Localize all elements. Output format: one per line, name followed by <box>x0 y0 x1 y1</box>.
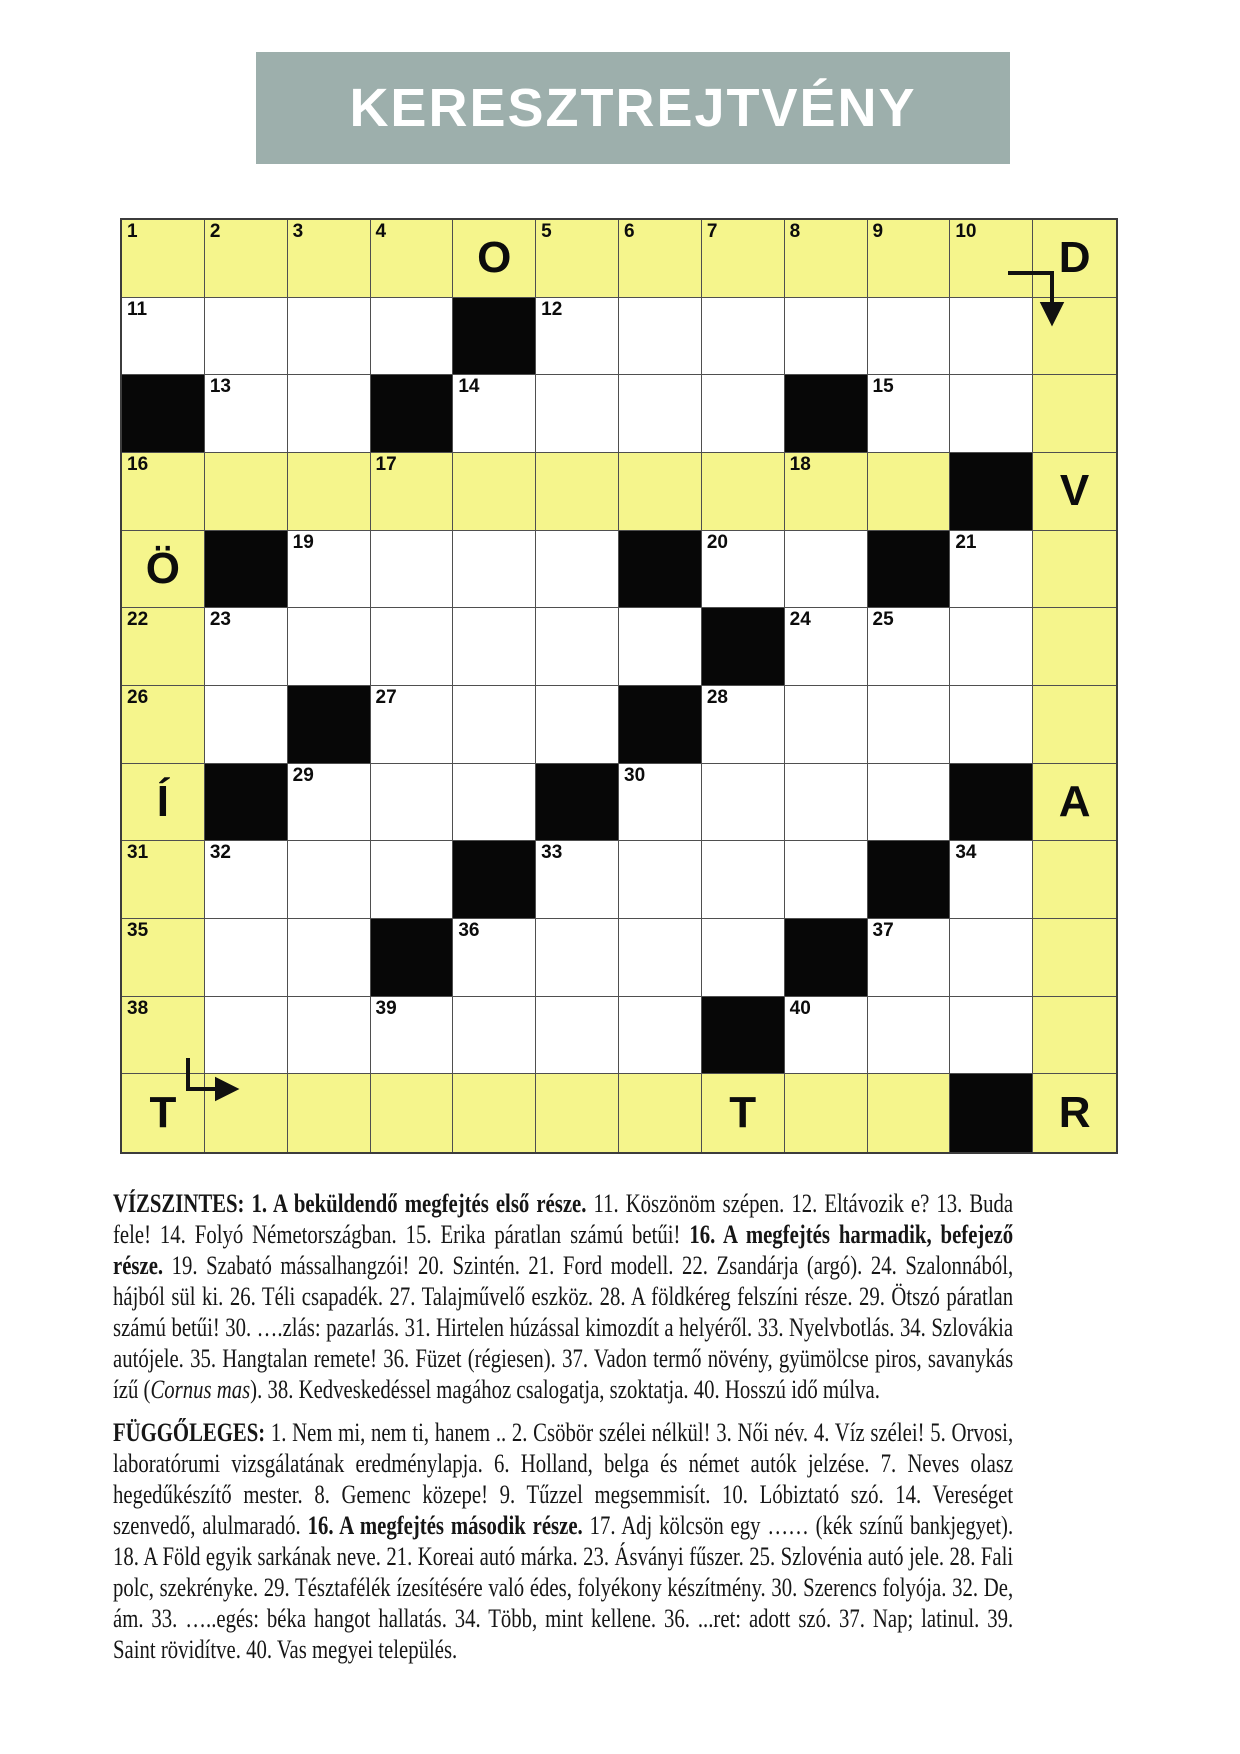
grid-cell-r7c12[interactable] <box>1033 686 1116 764</box>
grid-cell-r7c1[interactable] <box>122 686 205 764</box>
grid-cell-r10c7[interactable] <box>619 919 702 997</box>
clue-number: 11 <box>127 298 148 320</box>
grid-cell-r11c2[interactable] <box>205 997 288 1075</box>
grid-cell-r12c8[interactable] <box>702 1074 785 1152</box>
clue-number: 20 <box>706 531 728 553</box>
grid-cell-r11c1[interactable] <box>122 997 205 1075</box>
grid-cell-r4c4[interactable] <box>371 453 454 531</box>
grid-cell-r11c6[interactable] <box>536 997 619 1075</box>
clue-number: 35 <box>127 919 149 941</box>
clue-number: 3 <box>292 221 304 242</box>
clue-number: 18 <box>789 453 811 475</box>
grid-cell-r10c5[interactable] <box>453 919 536 997</box>
grid-cell-r5c8[interactable] <box>702 531 785 609</box>
clue-text-italic: Cornus mas <box>150 1375 251 1404</box>
grid-cell-r2c12[interactable] <box>1033 298 1116 376</box>
grid-cell-r5c2 <box>205 531 288 609</box>
grid-cell-r10c12[interactable] <box>1033 919 1116 997</box>
grid-cell-r5c12[interactable] <box>1033 531 1116 609</box>
puzzle-title-banner <box>256 52 1010 164</box>
grid-cell-r7c10[interactable] <box>868 686 951 764</box>
grid-cell-r12c1[interactable] <box>122 1074 205 1152</box>
grid-cell-r8c12[interactable] <box>1033 764 1116 842</box>
grid-cell-r10c4 <box>371 919 454 997</box>
grid-cell-r12c9[interactable] <box>785 1074 868 1152</box>
grid-cell-r10c8[interactable] <box>702 919 785 997</box>
puzzle-title: KERESZTREJTVÉNY <box>349 78 917 138</box>
grid-cell-r3c5[interactable] <box>453 375 536 453</box>
clue-number: 33 <box>541 842 563 864</box>
grid-cell-r7c4[interactable] <box>371 686 454 764</box>
grid-cell-r4c1[interactable] <box>122 453 205 531</box>
clue-number: 32 <box>209 842 231 864</box>
clue-text: ). 38. Kedveskedéssel magához csalogatja, szoktatja. 40. Hosszú idő múlva. <box>250 1375 880 1404</box>
grid-cell-r3c4 <box>371 375 454 453</box>
clue-number: 39 <box>375 997 397 1019</box>
grid-cell-r1c10[interactable] <box>868 220 951 298</box>
grid-cell-r7c6[interactable] <box>536 686 619 764</box>
grid-cell-r11c3[interactable] <box>288 997 371 1075</box>
prefilled-letter: O <box>477 233 512 283</box>
clue-number: 27 <box>375 686 397 708</box>
grid-cell-r12c7[interactable] <box>619 1074 702 1152</box>
clue-number: 7 <box>706 221 718 242</box>
clue-number: 28 <box>706 686 728 708</box>
grid-cell-r6c11[interactable] <box>950 608 1033 686</box>
grid-cell-r5c4[interactable] <box>371 531 454 609</box>
grid-cell-r3c12[interactable] <box>1033 375 1116 453</box>
grid-cell-r8c5[interactable] <box>453 764 536 842</box>
grid-cell-r11c12[interactable] <box>1033 997 1116 1075</box>
grid-cell-r9c12[interactable] <box>1033 841 1116 919</box>
grid-cell-r2c9[interactable] <box>785 298 868 376</box>
grid-cell-r11c4[interactable] <box>371 997 454 1075</box>
grid-cell-r3c8[interactable] <box>702 375 785 453</box>
grid-cell-r4c12[interactable] <box>1033 453 1116 531</box>
clue-text: 17. Adj kölcsön egy …… (kék színű bankjegyet). 18. A Föld egyik sarkának neve. 21. Koreai autó márka. 23. Ásványi fűszer. 25. Szlovénia autó jele. 28. Fali polc, szekrényke. 29. Tésztafélék ízesítésére való édes, folyékony készítmény. 30. Szerencs folyója. 32. De, ám. 33. …..egés: béka hangot hallatás. 34. Több, mint kellene. 36. ...ret: adott szó. 37. Nap; latinul. 39. Saint rövidítve. 40. Vas megyei település. <box>113 1511 1014 1664</box>
grid-cell-r8c8[interactable] <box>702 764 785 842</box>
grid-cell-r12c6[interactable] <box>536 1074 619 1152</box>
grid-cell-r9c1[interactable] <box>122 841 205 919</box>
grid-cell-r10c9 <box>785 919 868 997</box>
grid-cell-r7c11[interactable] <box>950 686 1033 764</box>
clue-number: 17 <box>375 453 397 475</box>
grid-cell-r12c12[interactable] <box>1033 1074 1116 1152</box>
down-clues <box>113 1417 1013 1665</box>
clue-number: 9 <box>872 221 884 242</box>
clue-number: 29 <box>292 764 314 786</box>
grid-cell-r10c2[interactable] <box>205 919 288 997</box>
grid-cell-r9c2[interactable] <box>205 841 288 919</box>
prefilled-letter: D <box>1058 233 1091 283</box>
clue-number: 34 <box>955 842 977 864</box>
clue-number: 26 <box>127 686 149 708</box>
grid-cell-r6c6[interactable] <box>536 608 619 686</box>
grid-cell-r12c2[interactable] <box>205 1074 288 1152</box>
clue-text-bold: FÜGGŐLEGES: <box>113 1418 266 1447</box>
prefilled-letter: Í <box>156 776 170 826</box>
grid-cell-r3c2[interactable] <box>205 375 288 453</box>
grid-cell-r2c8[interactable] <box>702 298 785 376</box>
clue-number: 14 <box>458 376 480 398</box>
clue-number: 1 <box>127 221 138 242</box>
clue-number: 40 <box>789 997 811 1019</box>
grid-cell-r5c5[interactable] <box>453 531 536 609</box>
grid-cell-r11c10[interactable] <box>868 997 951 1075</box>
clue-number: 23 <box>209 609 231 631</box>
grid-cell-r8c7[interactable] <box>619 764 702 842</box>
clue-number: 12 <box>541 298 563 320</box>
grid-cell-r12c4[interactable] <box>371 1074 454 1152</box>
grid-cell-r7c2[interactable] <box>205 686 288 764</box>
grid-cell-r4c8[interactable] <box>702 453 785 531</box>
clue-text-bold: 16. A megfejtés második része. <box>307 1511 583 1540</box>
prefilled-letter: R <box>1058 1088 1091 1138</box>
grid-cell-r6c7[interactable] <box>619 608 702 686</box>
grid-cell-r7c5[interactable] <box>453 686 536 764</box>
prefilled-letter: T <box>149 1088 177 1138</box>
clue-number: 22 <box>127 609 149 631</box>
grid-cell-r8c11 <box>950 764 1033 842</box>
grid-cell-r7c3 <box>288 686 371 764</box>
clue-number: 10 <box>955 221 977 242</box>
grid-cell-r9c5 <box>453 841 536 919</box>
prefilled-letter: A <box>1058 776 1091 826</box>
grid-cell-r3c9 <box>785 375 868 453</box>
grid-cell-r11c5[interactable] <box>453 997 536 1075</box>
prefilled-letter: Ö <box>145 543 181 593</box>
grid-cell-r12c10[interactable] <box>868 1074 951 1152</box>
clue-text-bold: 16. A megfejtés harmadik, befejező része. <box>113 1220 1014 1280</box>
grid-cell-r12c11 <box>950 1074 1033 1152</box>
grid-cell-r9c7[interactable] <box>619 841 702 919</box>
clue-number: 4 <box>375 221 387 242</box>
grid-cell-r5c3[interactable] <box>288 531 371 609</box>
grid-cell-r4c3[interactable] <box>288 453 371 531</box>
grid-cell-r4c2[interactable] <box>205 453 288 531</box>
grid-cell-r11c8 <box>702 997 785 1075</box>
grid-cell-r7c7 <box>619 686 702 764</box>
clue-number: 36 <box>458 919 480 941</box>
grid-cell-r1c3[interactable] <box>288 220 371 298</box>
grid-cell-r2c4[interactable] <box>371 298 454 376</box>
clue-text: 19. Szabató mássalhangzói! 20. Szintén. 21. Ford modell. 22. Zsandárja (argó). 24. Szalonnából, hájból sül ki. 26. Téli csapadék. 27. Talajművelő eszköz. 28. A földkéreg felszíni része. 29. Ötszó páratlan számú betűi! 30. ….zlás: pazarlás. 31. Hirtelen húzással kimozdít a helyéről. 33. Nyelvbotlás. 34. Szlovákia autójele. 35. Hangtalan remete! 36. Füzet (régiesen). 37. Vadon termő növény, gyümölcse piros, savanykás ízű ( <box>113 1251 1014 1404</box>
grid-cell-r6c8 <box>702 608 785 686</box>
grid-cell-r8c4[interactable] <box>371 764 454 842</box>
grid-cell-r9c11[interactable] <box>950 841 1033 919</box>
prefilled-letter: V <box>1059 466 1090 516</box>
grid-cell-r1c7[interactable] <box>619 220 702 298</box>
grid-cell-r4c7[interactable] <box>619 453 702 531</box>
grid-cell-r1c1[interactable] <box>122 220 205 298</box>
grid-cell-r1c11[interactable] <box>950 220 1033 298</box>
grid-cell-r8c2 <box>205 764 288 842</box>
clue-number: 8 <box>789 221 801 242</box>
grid-cell-r1c9[interactable] <box>785 220 868 298</box>
grid-cell-r8c3[interactable] <box>288 764 371 842</box>
grid-cell-r4c5[interactable] <box>453 453 536 531</box>
grid-cell-r6c4[interactable] <box>371 608 454 686</box>
grid-cell-r3c10[interactable] <box>868 375 951 453</box>
clue-number: 25 <box>872 609 894 631</box>
across-clues <box>113 1188 1013 1405</box>
grid-cell-r10c10[interactable] <box>868 919 951 997</box>
grid-cell-r10c6[interactable] <box>536 919 619 997</box>
grid-cell-r7c9[interactable] <box>785 686 868 764</box>
grid-cell-r5c10 <box>868 531 951 609</box>
grid-cell-r6c9[interactable] <box>785 608 868 686</box>
grid-cell-r4c9[interactable] <box>785 453 868 531</box>
clue-text-bold: VÍZSZINTES: 1. A beküldendő megfejtés első része. <box>113 1189 587 1218</box>
grid-cell-r6c2[interactable] <box>205 608 288 686</box>
grid-cell-r11c9[interactable] <box>785 997 868 1075</box>
clue-number: 5 <box>541 221 552 242</box>
grid-cell-r1c6[interactable] <box>536 220 619 298</box>
grid-cell-r8c6 <box>536 764 619 842</box>
grid-cell-r9c4[interactable] <box>371 841 454 919</box>
clue-number: 15 <box>872 376 894 398</box>
grid-cell-r5c6[interactable] <box>536 531 619 609</box>
grid-cell-r2c11[interactable] <box>950 298 1033 376</box>
grid-cell-r1c12[interactable] <box>1033 220 1116 298</box>
grid-cell-r8c10[interactable] <box>868 764 951 842</box>
grid-cell-r9c8[interactable] <box>702 841 785 919</box>
grid-cell-r1c2[interactable] <box>205 220 288 298</box>
grid-cell-r2c3[interactable] <box>288 298 371 376</box>
grid-cell-r12c3[interactable] <box>288 1074 371 1152</box>
grid-cell-r2c6[interactable] <box>536 298 619 376</box>
grid-cell-r2c10[interactable] <box>868 298 951 376</box>
clue-number: 16 <box>127 453 149 475</box>
crossword-grid-frame <box>120 218 1118 1154</box>
grid-cell-r5c1[interactable] <box>122 531 205 609</box>
grid-cell-r3c7[interactable] <box>619 375 702 453</box>
prefilled-letter: T <box>729 1088 757 1138</box>
grid-cell-r10c1[interactable] <box>122 919 205 997</box>
grid-cell-r6c5[interactable] <box>453 608 536 686</box>
grid-cell-r9c10 <box>868 841 951 919</box>
grid-cell-r3c11[interactable] <box>950 375 1033 453</box>
grid-cell-r1c8[interactable] <box>702 220 785 298</box>
grid-cell-r5c9[interactable] <box>785 531 868 609</box>
clue-number: 19 <box>292 531 314 553</box>
grid-cell-r5c7 <box>619 531 702 609</box>
crossword-grid <box>122 220 1116 1152</box>
clue-number: 24 <box>789 609 811 631</box>
grid-cell-r2c2[interactable] <box>205 298 288 376</box>
grid-cell-r10c3[interactable] <box>288 919 371 997</box>
clue-number: 21 <box>955 531 977 553</box>
clue-text: 1. Nem mi, nem ti, hanem .. 2. Csöbör szélei nélkül! 3. Női név. 4. Víz szélei! 5. Orvosi, laboratórumi vizsgálatának eredménylapja. 6. Holland, belga és német autók jelzése. 7. Neves olasz hegedűkészítő mester. 8. Gemenc közepe! 9. Tűzzel megsemmisít. 10. Lóbiztató szó. 14. Vereséget szenvedő, alulmaradó. <box>113 1418 1014 1540</box>
clue-number: 2 <box>209 221 221 242</box>
grid-cell-r11c11[interactable] <box>950 997 1033 1075</box>
grid-cell-r9c6[interactable] <box>536 841 619 919</box>
grid-cell-r3c6[interactable] <box>536 375 619 453</box>
grid-cell-r9c3[interactable] <box>288 841 371 919</box>
clue-number: 38 <box>127 997 149 1019</box>
grid-cell-r3c1 <box>122 375 205 453</box>
clue-number: 37 <box>872 919 894 941</box>
clue-text: 11. Köszönöm szépen. 12. Eltávozik e? 13. Buda fele! 14. Folyó Németországban. 15. Erika páratlan számú betűi! <box>113 1189 1014 1249</box>
grid-cell-r5c11[interactable] <box>950 531 1033 609</box>
grid-cell-r10c11[interactable] <box>950 919 1033 997</box>
grid-cell-r6c3[interactable] <box>288 608 371 686</box>
grid-cell-r4c6[interactable] <box>536 453 619 531</box>
grid-cell-r8c9[interactable] <box>785 764 868 842</box>
grid-cell-r4c10[interactable] <box>868 453 951 531</box>
grid-cell-r8c1[interactable] <box>122 764 205 842</box>
grid-cell-r2c5 <box>453 298 536 376</box>
grid-cell-r6c12[interactable] <box>1033 608 1116 686</box>
grid-cell-r1c4[interactable] <box>371 220 454 298</box>
grid-cell-r6c1[interactable] <box>122 608 205 686</box>
grid-cell-r1c5[interactable] <box>453 220 536 298</box>
clue-number: 31 <box>127 842 149 864</box>
grid-cell-r7c8[interactable] <box>702 686 785 764</box>
clue-number: 6 <box>624 221 635 242</box>
grid-cell-r11c7[interactable] <box>619 997 702 1075</box>
grid-cell-r12c5[interactable] <box>453 1074 536 1152</box>
grid-cell-r9c9[interactable] <box>785 841 868 919</box>
clue-number: 13 <box>209 376 231 398</box>
clue-number: 30 <box>624 764 646 786</box>
grid-cell-r4c11 <box>950 453 1033 531</box>
clues-section <box>113 1188 1013 1665</box>
grid-cell-r3c3[interactable] <box>288 375 371 453</box>
grid-cell-r6c10[interactable] <box>868 608 951 686</box>
grid-cell-r2c1[interactable] <box>122 298 205 376</box>
grid-cell-r2c7[interactable] <box>619 298 702 376</box>
